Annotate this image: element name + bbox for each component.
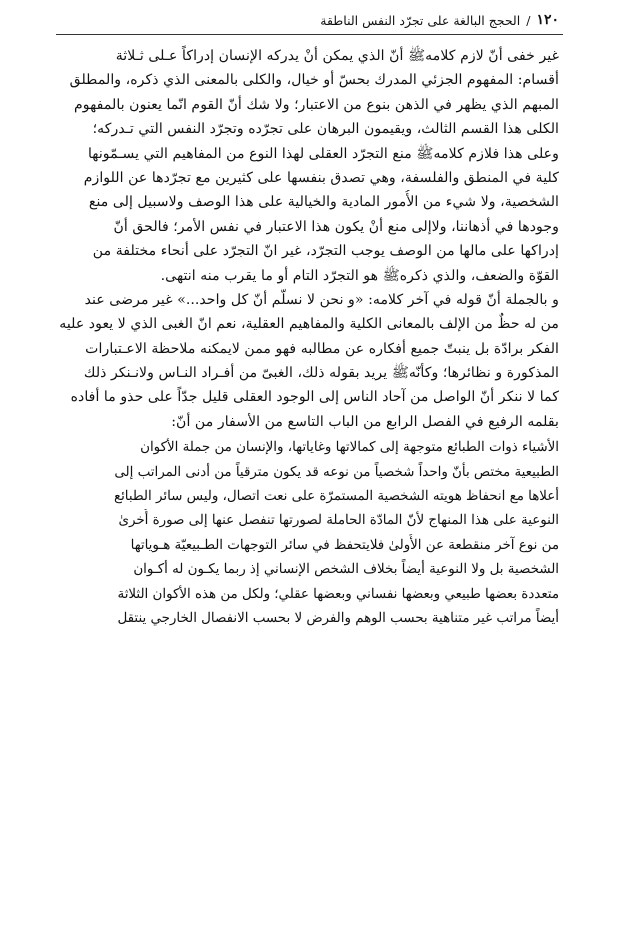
page-number: ١٢٠ [536, 12, 559, 28]
text-line: أقسام: المفهوم الجزئي المدرك بحسّ أو خيال، والكلى بالمعنى الذي ذكره، والمطلق [69, 72, 559, 89]
text-line: القوّة والضعف، والذي ذكرهﷺ هو التجرّد التام أو ما يقرب منه انتهى. [160, 267, 559, 284]
text-line: كما لا ننكر أنّ الواصل من آحاد الناس إلى الوجود العقلى قليل جدّاً على حذو ما أفاده [70, 389, 559, 406]
header-separator: / [526, 12, 531, 28]
running-title: الحجج البالغة على تجرّد النفس الناطقة [320, 12, 521, 28]
text-line: النوعية على هذا المنهاج لأنّ المادّة الحاملة لصورتها تنفصل عنها إلى صورة أُخرىٰ [118, 513, 559, 529]
text-line: من نوع آخر منقطعة عن الأُولىٰ فلايتحفظ في سائر التوجهات الطـبيعيّة هـوياتها [130, 537, 559, 553]
text-line: من له حظٌ من الإلف بالمعانى الكلية والمفاهيم العقلية، نعم انّ الغبى الذي لا يعود عليه [59, 316, 559, 333]
text-line: إدراكها على مالها من الوصف يوجب التجرّد، غير انّ التجرّد على أنحاء مختلفة من [92, 243, 559, 260]
paragraph-conclusion [56, 288, 559, 434]
text-line: وعلى هذا فلازم كلامهﷺ منع التجرّد العقلى لهذا النوع من المفاهيم التي يسـمّونها [87, 145, 559, 162]
body-text [56, 44, 559, 631]
text-line: أيضاً مراتب غير متناهية بحسب الوهم والفرض لا بحسب الانفصال الخارجي ينتقل [117, 610, 559, 626]
running-header [56, 8, 559, 32]
text-line: متعددة بعضها طبيعي وبعضها نفساني وبعضها عقلي؛ ولكل من هذه الأكوان الثلاثة [117, 586, 559, 602]
text-line: الشخصية بل ولا النوعية أيضاً بخلاف الشخص الإنساني إذ ربما يكـون له أكـوان [133, 562, 559, 578]
text-line: الفكر برادّة بل ينبتّ جميع أفكاره عن مطالبه فهو ممن لايمكنه ملاحظة الاعـتبارات [85, 340, 559, 357]
text-line: المذكورة و نظائرها؛ وكأنّهﷺ يريد بقوله ذلك، الغبىّ من أفـراد النـاس ولانـنكر ذلك [83, 365, 559, 382]
text-line: غير خفى أنّ لازم كلامهﷺ أنّ الذي يمكن أنْ يدركه الإنسان إدراكاً عـلى ثـلاثة [115, 48, 559, 64]
text-line: كلية في المنطق والفلسفة، وهي تصدق بنفسها على كثيرين مع تجرّدها عن اللوازم [83, 169, 559, 186]
text-line: وجودها في أذهاننا، ولاإلى منع أنْ يكون هذا الاعتبار في نفس الأمر؛ فالحق أنّ [113, 218, 559, 235]
text-line: المبهم الذي يظهر في الذهن بنوع من الاعتبار؛ ولا شك أنّ القوم انّما يعنون بالمفهوم [74, 96, 559, 113]
paragraph-quotation [56, 436, 559, 631]
text-line: الكلى هذا القسم الثالث، ويقيمون البرهان على تجرّده وتجرّد النفس التي تـدركه؛ [92, 121, 559, 138]
header-rule [56, 34, 563, 35]
text-line: أعلاها مع انحفاظ هويته الشخصية المستمرّة على نعت اتصال، وليس سائر الطبائع [113, 489, 559, 505]
text-line: بقلمه الرفيع في الفصل الرابع من الباب التاسع من الأسفار من أنّ: [171, 413, 559, 430]
paragraph-commentary [56, 44, 559, 288]
text-line: الأشياء ذوات الطبائع متوجهة إلى كمالاتها وغاياتها، والإنسان من جملة الأكوان [140, 440, 559, 456]
text-line: و بالجملة أنّ قوله في آخر كلامه: «و نحن لا نسلّم أنّ كل واحد...» غير مرضى عند [84, 291, 559, 308]
text-line: الطبيعية مختص بأنّ واحداً شخصياً من نوعه قد يكون مترقياً من أدنى المراتب إلى [114, 464, 559, 480]
text-line: الشخصية، ولا شيء من الأُمور المادية والخيالية على هذا الوصف ولاسبيل إلى منع [88, 194, 559, 211]
